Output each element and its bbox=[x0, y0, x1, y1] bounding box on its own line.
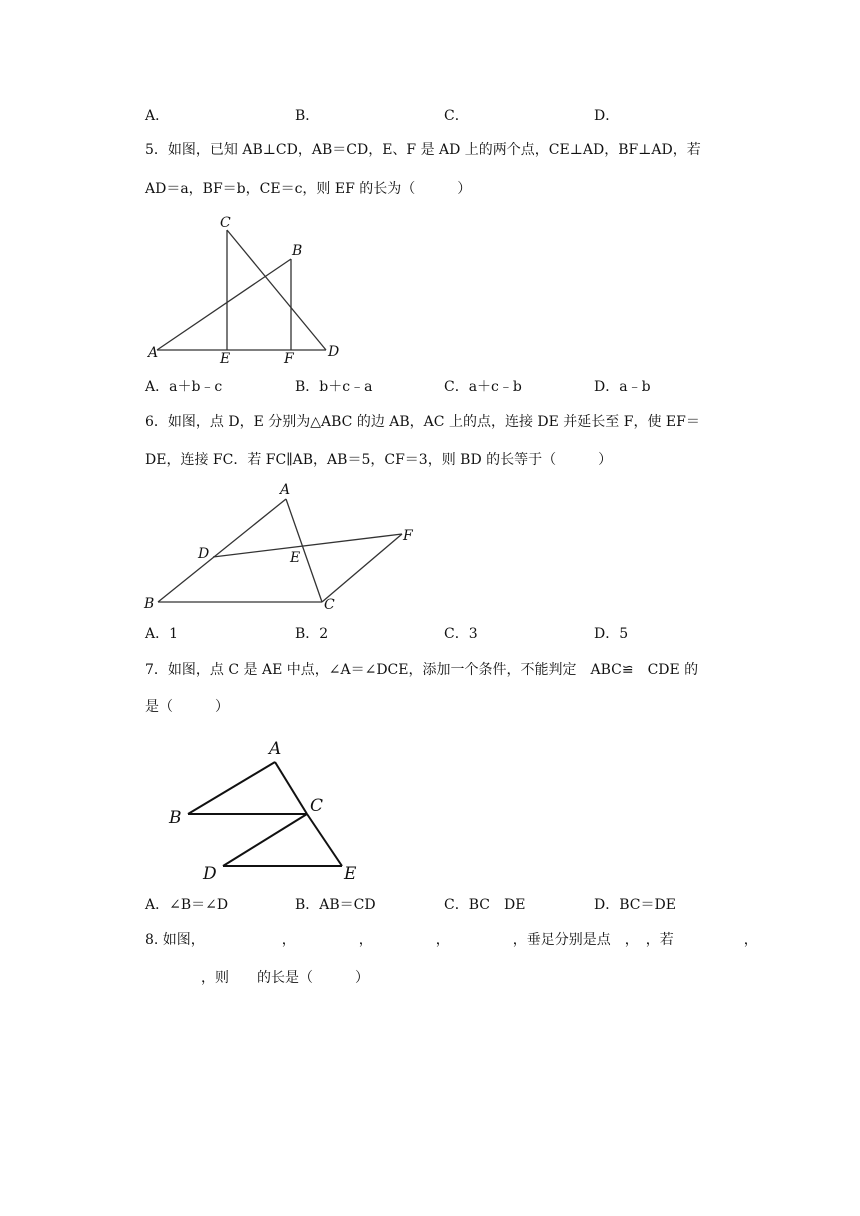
q7-option-b: B．AB＝CD bbox=[295, 897, 376, 913]
q6-option-b: B．2 bbox=[295, 626, 329, 642]
q6-text-line1: 6．如图，点 D，E 分别为△ABC 的边 AB，AC 上的点，连接 DE 并延长至 F，使 EF＝ bbox=[145, 414, 700, 430]
q6-label-c: C bbox=[324, 597, 335, 613]
q5-text-line1: 5．如图，已知 AB⊥CD，AB＝CD，E、F 是 AD 上的两个点，CE⊥AD，BF⊥AD，若 bbox=[145, 142, 701, 158]
q5-option-d: D．a﹣b bbox=[594, 379, 651, 395]
q5-label-b: B bbox=[292, 243, 303, 259]
q7-segment-ba bbox=[188, 762, 275, 814]
q7-option-a: A．∠B＝∠D bbox=[145, 897, 229, 913]
q7-option-d: D．BC＝DE bbox=[594, 897, 676, 913]
q6-option-d: D．5 bbox=[594, 626, 629, 642]
q5-option-c: C．a＋c﹣b bbox=[444, 379, 522, 395]
q4-option-a: A． bbox=[145, 108, 170, 124]
q5-label-c: C bbox=[220, 215, 231, 231]
q5-label-f: F bbox=[284, 351, 294, 367]
q7-label-b: B bbox=[169, 808, 182, 828]
q7-label-c: C bbox=[310, 796, 324, 816]
q4-option-c: C． bbox=[444, 108, 469, 124]
q5-label-a: A bbox=[148, 345, 159, 361]
q7-segment-ce bbox=[307, 814, 342, 866]
q7-label-d: D bbox=[203, 864, 217, 884]
q6-label-b: B bbox=[144, 596, 155, 612]
q4-option-b: B． bbox=[295, 108, 320, 124]
q7-segment-ac bbox=[275, 762, 307, 814]
q6-segment-df bbox=[213, 534, 402, 557]
q8-text-line1: 8. 如图， ， ， ， ，垂足分别是点 ， ，若 ， bbox=[145, 932, 758, 948]
q8-text-line2: ，则 的长是（ ） bbox=[145, 970, 369, 986]
q5-option-b: B．b＋c﹣a bbox=[295, 379, 373, 395]
q7-figure bbox=[160, 730, 380, 890]
q7-label-e: E bbox=[344, 864, 357, 884]
q5-option-a: A．a＋b﹣c bbox=[145, 379, 223, 395]
q6-label-e: E bbox=[290, 550, 301, 566]
q6-text-line2: DE，连接 FC．若 FC∥AB，AB＝5，CF＝3，则 BD 的长等于（ ） bbox=[145, 452, 613, 468]
q7-label-a: A bbox=[269, 739, 282, 759]
q6-label-f: F bbox=[403, 528, 413, 544]
q5-figure bbox=[140, 210, 360, 370]
q6-label-a: A bbox=[280, 482, 291, 498]
q4-option-d: D． bbox=[594, 108, 620, 124]
q5-segment-ab bbox=[157, 259, 291, 350]
q5-label-e: E bbox=[220, 351, 231, 367]
q6-option-c: C．3 bbox=[444, 626, 478, 642]
q7-text-line1: 7．如图，点 C 是 AE 中点，∠A＝∠DCE，添加一个条件，不能判定 ABC≌ CDE 的 bbox=[145, 662, 699, 678]
q5-text-line2: AD＝a，BF＝b，CE＝c，则 EF 的长为（ ） bbox=[145, 181, 472, 197]
q7-text-line2: 是（ ） bbox=[145, 699, 229, 715]
q5-segment-cd bbox=[227, 230, 326, 350]
q6-figure bbox=[140, 478, 430, 618]
q6-option-a: A．1 bbox=[145, 626, 179, 642]
q7-segment-dc bbox=[223, 814, 307, 866]
q7-option-c: C．BC DE bbox=[444, 897, 526, 913]
q6-label-d: D bbox=[198, 546, 210, 562]
q6-segment-cf bbox=[322, 534, 402, 602]
q5-label-d: D bbox=[328, 344, 340, 360]
